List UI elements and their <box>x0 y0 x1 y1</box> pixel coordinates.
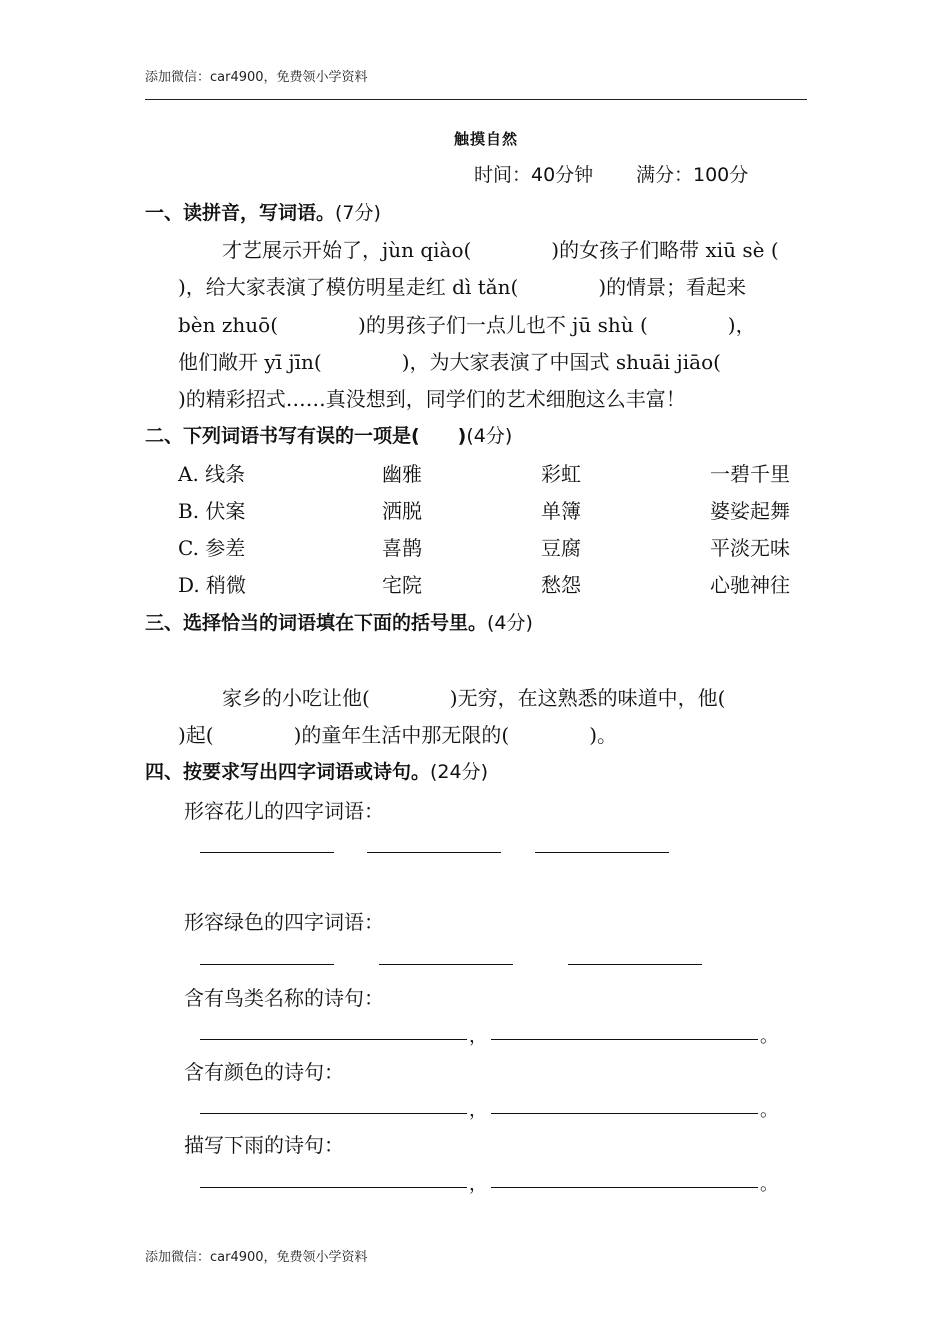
option-b-word-3: 单簿 <box>541 499 581 523</box>
section-4-points: (24分) <box>430 761 489 783</box>
answer-line-flower-2[interactable] <box>367 852 501 853</box>
section-4-title: 四、按要求写出四字词语或诗句。 <box>145 761 431 783</box>
answer-line-flower-3[interactable] <box>535 852 669 853</box>
section-3-heading <box>145 608 533 635</box>
section-3-line-1: 家乡的小吃让他( )无穷，在这熟悉的味道中，他( <box>222 686 726 710</box>
answer-line-rain-1[interactable] <box>200 1187 467 1188</box>
section-1-heading <box>145 198 381 225</box>
option-c-word-3: 豆腐 <box>541 536 581 560</box>
option-a-word-4: 一碧千里 <box>710 462 790 486</box>
time-limit: 时间：40分钟 <box>474 164 594 186</box>
section-3-points: (4分) <box>487 612 533 634</box>
section-2-title: 二、下列词语书写有误的一项是( ) <box>145 425 467 447</box>
section-1-title: 一、读拼音，写词语。 <box>145 202 336 224</box>
prompt-flower-idioms: 形容花儿的四字词语： <box>184 799 384 823</box>
answer-line-green-1[interactable] <box>200 964 334 965</box>
section-1-line-4: 他们敞开 yī jīn( )，为大家表演了中国式 shuāi jiāo( <box>178 350 721 374</box>
section-1-line-5: )的精彩招式……真没想到，同学们的艺术细胞这么丰富！ <box>178 387 686 411</box>
section-1-line-3: bèn zhuō( )的男孩子们一点儿也不 jū shù ( )， <box>178 313 756 337</box>
option-b-label: B. 伏案 <box>178 499 246 523</box>
answer-line-green-3[interactable] <box>568 964 702 965</box>
option-a-word-3: 彩虹 <box>541 462 581 486</box>
answer-line-color-2[interactable] <box>491 1113 758 1114</box>
prompt-bird-poem: 含有鸟类名称的诗句： <box>184 986 384 1010</box>
section-3-title: 三、选择恰当的词语填在下面的括号里。 <box>145 612 488 634</box>
full-score: 满分：100分 <box>636 164 749 186</box>
page-footer: 添加微信：car4900，免费领小学资料 <box>145 1250 368 1265</box>
period: 。 <box>760 1026 778 1047</box>
comma: ， <box>469 1174 487 1195</box>
option-a-label: A. 线条 <box>178 462 246 486</box>
option-c-word-2: 喜鹊 <box>382 536 422 560</box>
comma: ， <box>469 1100 487 1121</box>
section-1-points: (7分) <box>335 202 381 224</box>
option-a-word-2: 幽雅 <box>382 462 422 486</box>
option-d-word-3: 愁怨 <box>541 573 581 597</box>
header-divider <box>145 99 807 100</box>
answer-line-rain-2[interactable] <box>491 1187 758 1188</box>
option-d-label: D. 稍微 <box>178 573 247 597</box>
answer-line-bird-1[interactable] <box>200 1039 467 1040</box>
prompt-color-poem: 含有颜色的诗句： <box>184 1060 344 1084</box>
comma: ， <box>469 1026 487 1047</box>
option-b-word-2: 洒脱 <box>382 499 422 523</box>
option-d-word-2: 宅院 <box>382 573 422 597</box>
option-c-label: C. 参差 <box>178 536 246 560</box>
answer-line-color-1[interactable] <box>200 1113 467 1114</box>
answer-line-green-2[interactable] <box>379 964 513 965</box>
option-c-word-4: 平淡无味 <box>710 536 790 560</box>
period: 。 <box>760 1174 778 1195</box>
answer-line-flower-1[interactable] <box>200 852 334 853</box>
option-b-word-4: 婆娑起舞 <box>710 499 790 523</box>
section-3-line-2: )起( )的童年生活中那无限的( )。 <box>178 723 618 747</box>
prompt-green-idioms: 形容绿色的四字词语： <box>184 910 384 934</box>
section-1-line-1: 才艺展示开始了，jùn qiào( )的女孩子们略带 xiū sè ( <box>222 238 779 262</box>
section-2-heading <box>145 421 512 448</box>
section-2-points: (4分) <box>466 425 513 447</box>
section-4-heading <box>145 757 488 784</box>
option-d-word-4: 心驰神往 <box>710 573 790 597</box>
period: 。 <box>760 1100 778 1121</box>
prompt-rain-poem: 描写下雨的诗句： <box>184 1133 344 1157</box>
answer-line-bird-2[interactable] <box>491 1039 758 1040</box>
page-title: 触摸自然 <box>454 130 519 148</box>
section-1-line-2: )，给大家表演了模仿明星走红 dì tǎn( )的情景；看起来 <box>178 275 747 299</box>
page-header: 添加微信：car4900，免费领小学资料 <box>145 70 368 85</box>
